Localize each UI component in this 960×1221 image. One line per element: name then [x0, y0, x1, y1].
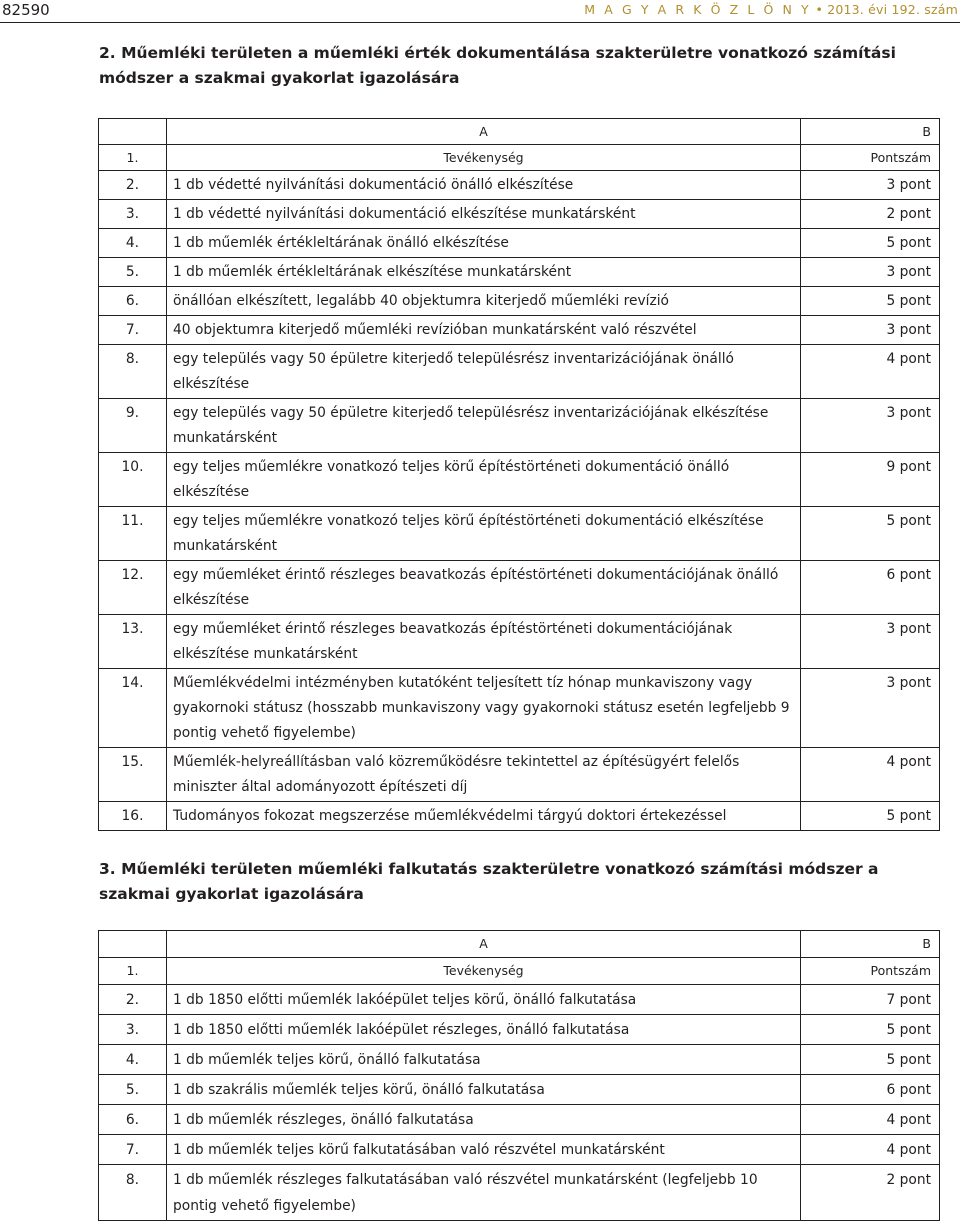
activity-cell: egy település vagy 50 épületre kiterjedő településrész inventarizációjának elkészítése munkatársként	[167, 399, 801, 453]
activity-cell: 1 db műemlék értékleltárának elkészítése munkatársként	[167, 258, 801, 287]
points-cell: 9 pont	[801, 453, 940, 507]
table-row	[99, 561, 940, 615]
table-header-row	[99, 145, 940, 171]
points-header: Pontszám	[801, 145, 940, 171]
table-row	[99, 345, 940, 399]
activity-cell: 1 db műemlék részleges, önálló falkutatása	[167, 1105, 801, 1135]
column-letter-row	[99, 119, 940, 145]
row-number: 13.	[99, 615, 167, 669]
col-b-header: B	[801, 931, 940, 958]
page-header	[0, 0, 960, 24]
points-cell: 4 pont	[801, 1135, 940, 1165]
row-number: 5.	[99, 1075, 167, 1105]
col-a-header: A	[167, 931, 801, 958]
row-number: 12.	[99, 561, 167, 615]
points-cell: 5 pont	[801, 802, 940, 831]
points-cell: 3 pont	[801, 399, 940, 453]
row-number: 1.	[99, 958, 167, 985]
header-rule	[0, 22, 960, 23]
table-row	[99, 669, 940, 748]
row-number: 2.	[99, 985, 167, 1015]
row-number: 4.	[99, 1045, 167, 1075]
points-cell: 5 pont	[801, 1015, 940, 1045]
section-2-table	[98, 118, 940, 831]
table-row	[99, 1075, 940, 1105]
table-row	[99, 985, 940, 1015]
activity-cell: 1 db műemlék értékleltárának önálló elkészítése	[167, 229, 801, 258]
activity-cell: egy teljes műemlékre vonatkozó teljes körű építéstörténeti dokumentáció önálló elkészítése	[167, 453, 801, 507]
activity-cell: önállóan elkészített, legalább 40 objektumra kiterjedő műemléki revízió	[167, 287, 801, 316]
points-cell: 4 pont	[801, 345, 940, 399]
row-number: 8.	[99, 1165, 167, 1221]
activity-cell: 1 db 1850 előtti műemlék lakóépület teljes körű, önálló falkutatása	[167, 985, 801, 1015]
corner-cell	[99, 931, 167, 958]
points-cell: 3 pont	[801, 615, 940, 669]
row-number: 9.	[99, 399, 167, 453]
activity-cell: 40 objektumra kiterjedő műemléki revízióban munkatársként való részvétel	[167, 316, 801, 345]
row-number: 8.	[99, 345, 167, 399]
table-row	[99, 171, 940, 200]
points-header: Pontszám	[801, 958, 940, 985]
column-letter-row	[99, 931, 940, 958]
issue-number: 2013. évi 192. szám	[827, 2, 958, 17]
row-number: 3.	[99, 1015, 167, 1045]
publication-info: M A G Y A R K Ö Z L Ö N Y • 2013. évi 192. szám	[584, 2, 958, 17]
activity-cell: egy település vagy 50 épületre kiterjedő településrész inventarizációjának önálló elkészítése	[167, 345, 801, 399]
points-cell: 3 pont	[801, 171, 940, 200]
section-3-title: 3. Műemléki területen műemléki falkutatás szakterületre vonatkozó számítási módszer a szakmai gyakorlat igazolására	[99, 860, 879, 903]
activity-header: Tevékenység	[167, 958, 801, 985]
section-2-title: 2. Műemléki területen a műemléki érték dokumentálása szakterületre vonatkozó számítási módszer a szakmai gyakorlat igazolására	[99, 44, 896, 87]
points-cell: 3 pont	[801, 316, 940, 345]
table-row	[99, 1135, 940, 1165]
points-cell: 3 pont	[801, 669, 940, 748]
points-cell: 2 pont	[801, 1165, 940, 1221]
row-number: 5.	[99, 258, 167, 287]
table-header-row	[99, 958, 940, 985]
section-3-table	[98, 930, 940, 1221]
points-cell: 2 pont	[801, 200, 940, 229]
activity-cell: 1 db műemlék részleges falkutatásában való részvétel munkatársként (legfeljebb 10 pontig vehető figyelembe)	[167, 1165, 801, 1221]
row-number: 6.	[99, 1105, 167, 1135]
row-number: 10.	[99, 453, 167, 507]
row-number: 7.	[99, 1135, 167, 1165]
page-number: 82590	[2, 1, 50, 19]
activity-cell: Műemlék-helyreállításban való közreműködésre tekintettel az építésügyért felelős miniszter által adományozott építészeti díj	[167, 748, 801, 802]
row-number: 7.	[99, 316, 167, 345]
row-number: 1.	[99, 145, 167, 171]
col-a-header: A	[167, 119, 801, 145]
table-row	[99, 1165, 940, 1221]
row-number: 6.	[99, 287, 167, 316]
activity-cell: egy műemléket érintő részleges beavatkozás építéstörténeti dokumentációjának elkészítése munkatársként	[167, 615, 801, 669]
points-cell: 5 pont	[801, 1045, 940, 1075]
table-row	[99, 287, 940, 316]
points-cell: 4 pont	[801, 1105, 940, 1135]
table-row	[99, 1105, 940, 1135]
col-b-header: B	[801, 119, 940, 145]
publication-name: M A G Y A R K Ö Z L Ö N Y	[584, 2, 812, 17]
points-cell: 5 pont	[801, 287, 940, 316]
table-row	[99, 316, 940, 345]
table-row	[99, 453, 940, 507]
points-cell: 7 pont	[801, 985, 940, 1015]
activity-header: Tevékenység	[167, 145, 801, 171]
table-row	[99, 258, 940, 287]
table-row	[99, 229, 940, 258]
activity-cell: 1 db műemlék teljes körű, önálló falkutatása	[167, 1045, 801, 1075]
table-row	[99, 615, 940, 669]
table-row	[99, 399, 940, 453]
table-row	[99, 1045, 940, 1075]
row-number: 11.	[99, 507, 167, 561]
points-cell: 6 pont	[801, 561, 940, 615]
table-row	[99, 200, 940, 229]
row-number: 14.	[99, 669, 167, 748]
corner-cell	[99, 119, 167, 145]
activity-cell: 1 db védetté nyilvánítási dokumentáció önálló elkészítése	[167, 171, 801, 200]
points-cell: 4 pont	[801, 748, 940, 802]
activity-cell: egy műemléket érintő részleges beavatkozás építéstörténeti dokumentációjának önálló elkészítése	[167, 561, 801, 615]
row-number: 15.	[99, 748, 167, 802]
activity-cell: 1 db védetté nyilvánítási dokumentáció elkészítése munkatársként	[167, 200, 801, 229]
row-number: 4.	[99, 229, 167, 258]
table-row	[99, 748, 940, 802]
row-number: 16.	[99, 802, 167, 831]
activity-cell: 1 db szakrális műemlék teljes körű, önálló falkutatása	[167, 1075, 801, 1105]
table-row	[99, 1015, 940, 1045]
activity-cell: Műemlékvédelmi intézményben kutatóként teljesített tíz hónap munkaviszony vagy gyakornoki státusz (hosszabb munkaviszony vagy gyakornoki státusz esetén legfeljebb 9 pontig vehető figyelembe)	[167, 669, 801, 748]
table-row	[99, 802, 940, 831]
points-cell: 3 pont	[801, 258, 940, 287]
row-number: 2.	[99, 171, 167, 200]
activity-cell: Tudományos fokozat megszerzése műemlékvédelmi tárgyú doktori értekezéssel	[167, 802, 801, 831]
points-cell: 5 pont	[801, 229, 940, 258]
points-cell: 5 pont	[801, 507, 940, 561]
table-row	[99, 507, 940, 561]
activity-cell: 1 db 1850 előtti műemlék lakóépület részleges, önálló falkutatása	[167, 1015, 801, 1045]
activity-cell: egy teljes műemlékre vonatkozó teljes körű építéstörténeti dokumentáció elkészítése munkatársként	[167, 507, 801, 561]
points-cell: 6 pont	[801, 1075, 940, 1105]
activity-cell: 1 db műemlék teljes körű falkutatásában való részvétel munkatársként	[167, 1135, 801, 1165]
row-number: 3.	[99, 200, 167, 229]
